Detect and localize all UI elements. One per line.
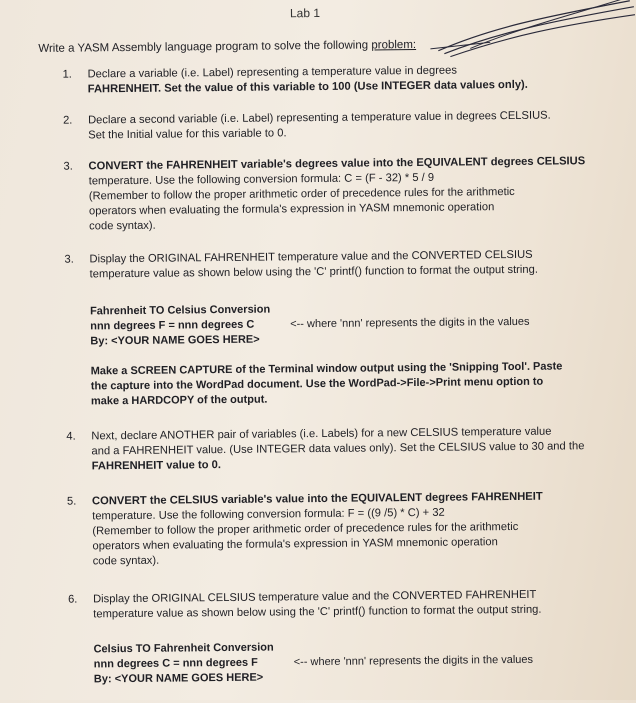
- output-note: <-- where 'nnn' represents the digits in the values: [290, 315, 530, 331]
- screen-capture-instructions: [91, 359, 601, 409]
- item-number: 2.: [62, 114, 73, 127]
- item-line: FAHRENHEIT. Set the value of this variable to 100 (Use INTEGER data values only).: [87, 78, 528, 96]
- output-heading: Fahrenheit TO Celsius Conversion: [89, 303, 271, 318]
- item-number: 3.: [64, 253, 74, 266]
- list-item: [66, 424, 606, 475]
- list-item: [62, 62, 602, 98]
- item-line: and a FAHRENHEIT value. (Use INTEGER data values only). Set the CELSIUS value to 30 and the: [91, 440, 585, 458]
- item-line: Declare a variable (i.e. Label) representing a temperature value in degrees: [87, 64, 458, 81]
- item-line: operators when evaluating the formula's expression in YASM mnemonic operation: [92, 536, 498, 553]
- item-line: Declare a second variable (i.e. Label) representing a temperature value in degrees CELSIUS.: [87, 109, 551, 127]
- capture-line: the capture into the WordPad document. Use the WordPad->File->Print menu option to: [90, 375, 544, 393]
- intro-instruction: [38, 39, 416, 55]
- list-item: [64, 247, 604, 283]
- item-line: temperature. Use the following conversion formula: C = (F - 32) * 5 / 9: [88, 171, 435, 188]
- item-line: FAHRENHEIT value to 0.: [91, 459, 222, 473]
- item-line: temperature value as shown below using the 'C' printf() function to format the output string.: [89, 263, 538, 281]
- item-number: 1.: [62, 68, 72, 81]
- page-title: Lab 1: [289, 5, 321, 21]
- item-line: Display the ORIGINAL CELSIUS temperature value and the CONVERTED FAHRENHEIT: [92, 588, 537, 606]
- item-number: 5.: [66, 495, 77, 508]
- list-item: [67, 489, 608, 570]
- output-sample-fahrenheit-to-celsius: [89, 303, 530, 350]
- item-line: CONVERT the FAHRENHEIT variable's degrees value into the EQUIVALENT degrees CELSIUS: [88, 155, 586, 173]
- item-line: code syntax).: [89, 219, 156, 233]
- item-line: (Remember to follow the proper arithmetic order of precedence rules for the arithmetic: [92, 520, 519, 538]
- item-number: 6.: [67, 593, 78, 606]
- output-heading: Celsius TO Fahrenheit Conversion: [93, 641, 274, 656]
- item-line: temperature value as shown below using the 'C' printf() function to format the output string.: [93, 603, 542, 621]
- item-line: Display the ORIGINAL FAHRENHEIT temperature value and the CONVERTED CELSIUS: [89, 248, 533, 266]
- item-line: operators when evaluating the formula's expression in YASM mnemonic operation: [88, 201, 495, 218]
- capture-line: make a HARDCOPY of the output.: [90, 393, 268, 408]
- list-item: [63, 108, 603, 144]
- item-line: (Remember to follow the proper arithmetic order of precedence rules for the arithmetic: [88, 185, 515, 203]
- item-line: CONVERT the CELSIUS variable's value into the EQUIVALENT degrees FAHRENHEIT: [91, 490, 543, 508]
- intro-text: Write a YASM Assembly language program to solve the following: [38, 39, 369, 55]
- capture-line: Make a SCREEN CAPTURE of the Terminal window output using the 'Snipping Tool'. Paste: [90, 360, 563, 378]
- list-item: [68, 587, 608, 623]
- output-by-line: By: <YOUR NAME GOES HERE>: [93, 671, 264, 686]
- output-note: <-- where 'nnn' represents the digits in the values: [293, 653, 534, 669]
- item-line: Next, declare ANOTHER pair of variables (i.e. Labels) for a new CELSIUS temperature value: [91, 425, 552, 443]
- output-by-line: By: <YOUR NAME GOES HERE>: [90, 333, 260, 348]
- intro-problem-label: problem:: [371, 38, 417, 52]
- item-number: 3.: [63, 160, 73, 173]
- item-line: Set the Initial value for this variable to 0.: [88, 127, 287, 142]
- list-item: [63, 154, 604, 235]
- item-number: 4.: [66, 430, 76, 443]
- output-format-line: nnn degrees F = nnn degrees C: [90, 318, 255, 333]
- output-format-line: nnn degrees C = nnn degrees F: [93, 656, 258, 671]
- item-line: code syntax).: [92, 554, 160, 568]
- pen-scribble: [430, 0, 636, 61]
- output-sample-celsius-to-fahrenheit: [93, 640, 534, 687]
- item-line: temperature. Use the following conversion formula: F = ((9 /5) * C) + 32: [92, 506, 445, 523]
